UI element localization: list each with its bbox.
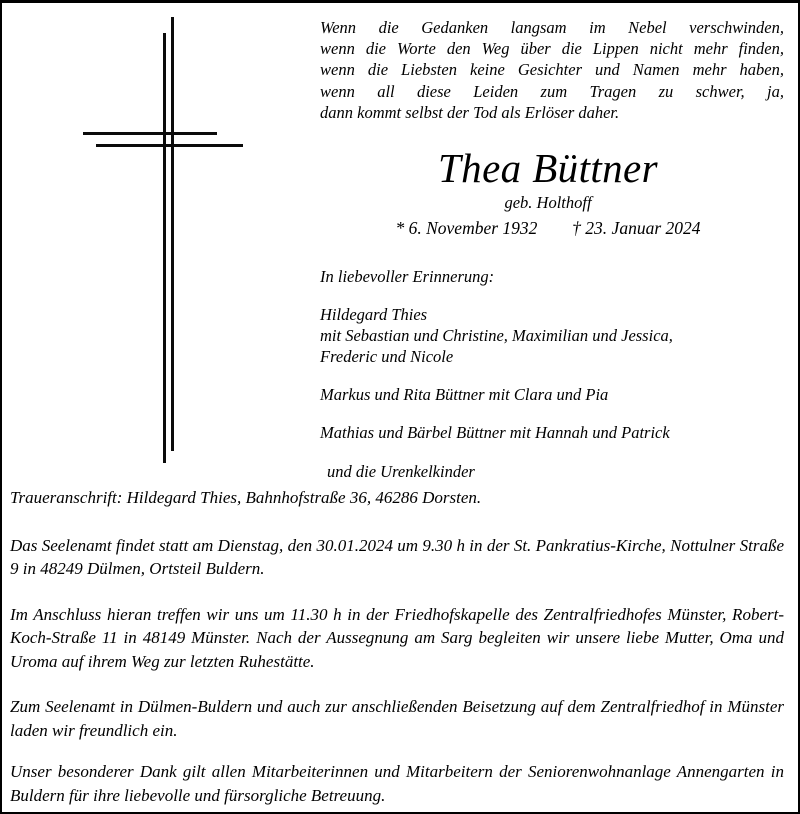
funeral-details-section — [2, 477, 798, 807]
mourner-line: Hildegard Thies — [320, 305, 428, 325]
invitation-paragraph: Zum Seelenamt in Dülmen-Buldern und auch zur anschließenden Beisetzung auf dem Zentralfriedhof in Münster laden wir freundlich ein. — [10, 697, 784, 740]
mourner-group — [320, 304, 784, 367]
mourner-line: Markus und Rita Büttner mit Clara und Pia — [320, 385, 609, 405]
mourner-line: Mathias und Bärbel Büttner mit Hannah und Patrick — [320, 423, 670, 443]
mourner-group — [320, 422, 784, 443]
memorial-poem — [320, 17, 784, 123]
deceased-name-block — [320, 145, 784, 240]
birth-date: * 6. November 1932 — [395, 218, 538, 239]
memory-intro: In liebevoller Erinnerung: — [320, 267, 495, 287]
mourner-line: mit Sebastian und Christine, Maximilian und Jessica, — [320, 326, 673, 346]
cross-horizontal-bar-front — [96, 144, 243, 147]
mourner-line: Frederic und Nicole — [320, 347, 454, 367]
cross-horizontal-bar-back — [83, 132, 217, 135]
mourning-address-paragraph: Traueranschrift: Hildegard Thies, Bahnhofstraße 36, 46286 Dorsten. — [10, 488, 482, 507]
deceased-maiden-name: geb. Holthoff — [504, 193, 592, 213]
mourner-group — [320, 384, 784, 405]
life-dates — [320, 216, 776, 240]
mourners-block — [320, 266, 784, 482]
burial-paragraph: Im Anschluss hieran treffen wir uns um 11.30 h in der Friedhofskapelle des Zentralfriedhofes Münster, Robert-Koch-Straße 11 in 48149 Münster. Nach der Aussegnung am Sarg begleiten wir unsere liebe Mutter, Oma und Uroma auf ihrem Weg zur letzten Ruhestätte. — [10, 604, 784, 671]
deceased-name: Thea Büttner — [437, 145, 659, 192]
poem-line: Wenn die Gedanken langsam im Nebel verschwinden, — [320, 18, 784, 37]
headline-block — [320, 17, 784, 482]
upper-section — [2, 3, 798, 482]
great-grandchildren-line: und die Urenkelkinder — [327, 462, 475, 482]
poem-line: dann kommt selbst der Tod als Erlöser daher. — [320, 102, 620, 122]
poem-line: wenn all diese Leiden zum Tragen zu schwer, ja, — [320, 81, 784, 101]
christian-cross-icon — [134, 17, 234, 483]
requiem-paragraph: Das Seelenamt findet statt am Dienstag, den 30.01.2024 um 9.30 h in der St. Pankratius-Kirche, Nottulner Straße 9 in 48249 Dülmen, Ortsteil Buldern. — [10, 535, 784, 578]
cross-vertical-bar-front — [171, 17, 174, 451]
thanks-paragraph: Unser besonderer Dank gilt allen Mitarbeiterinnen und Mitarbeitern der Seniorenwohnanlage Annengarten in Buldern für ihre liebevolle und fürsorgliche Betreuung. — [10, 762, 784, 805]
poem-line: wenn die Worte den Weg über die Lippen nicht mehr finden, — [320, 39, 784, 59]
cross-vertical-bar-back — [163, 33, 166, 463]
poem-line: wenn die Liebsten keine Gesichter und Namen mehr haben, — [320, 60, 784, 80]
death-date: † 23. Januar 2024 — [572, 218, 701, 239]
